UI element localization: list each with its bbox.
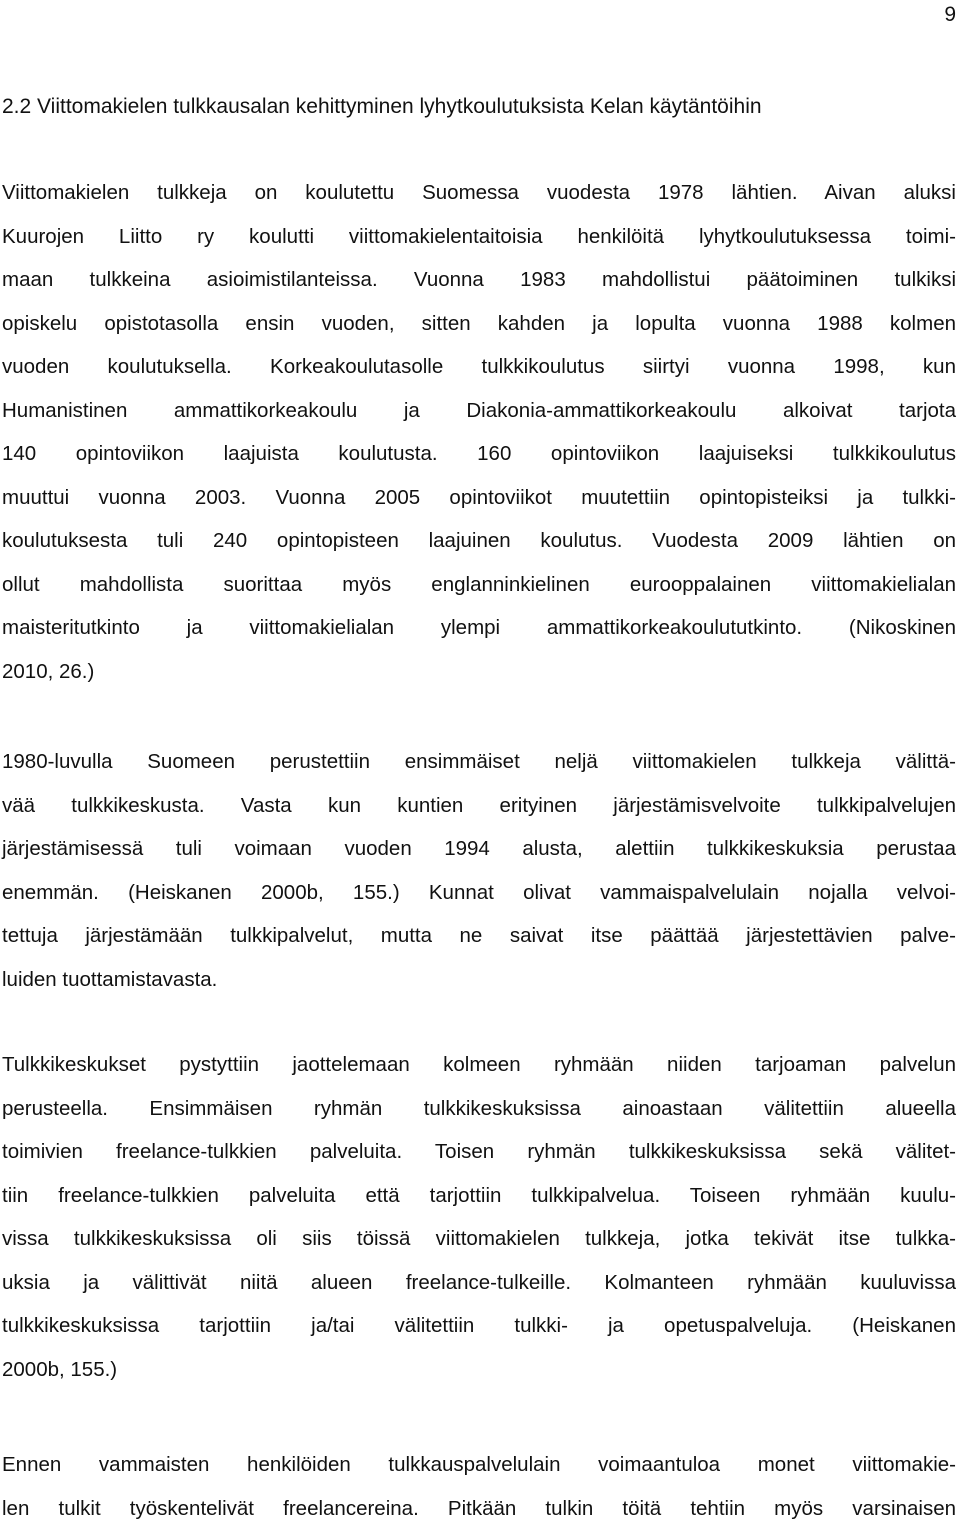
page-number: 9 [944, 3, 956, 26]
text-line: muuttui vuonna 2003. Vuonna 2005 opintoviikot muutettiin opintopisteiksi ja tulkki- [2, 485, 956, 509]
text-line: 2000b, 155.) [2, 1357, 118, 1381]
text-line: opiskelu opistotasolla ensin vuoden, sitten kahden ja lopulta vuonna 1988 kolmen [2, 311, 956, 335]
text-line: len tulkit työskentelivät freelancereina. Pitkään tulkin töitä tehtiin myös varsinaisen [2, 1496, 956, 1520]
text-line: Ennen vammaisten henkilöiden tulkkauspalvelulain voimaantuloa monet viittomakie- [2, 1453, 956, 1476]
text-line: perusteella. Ensimmäisen ryhmän tulkkikeskuksissa ainoastaan välitettiin alueella [2, 1096, 956, 1120]
text-line: 140 opintoviikon laajuista koulutusta. 160 opintoviikon laajuiseksi tulkkikoulutus [2, 442, 956, 465]
text-line: Kuurojen Liitto ry koulutti viittomakielentaitoisia henkilöitä lyhytkoulutuksessa toimi- [2, 224, 956, 248]
text-line: maisteritutkinto ja viittomakielialan ylempi ammattikorkeakoulututkinto. (Nikoskinen [2, 616, 956, 639]
text-line: maan tulkkeina asioimistilanteissa. Vuonna 1983 mahdollistui päätoiminen tulkiksi [2, 268, 956, 291]
text-line: Humanistinen ammattikorkeakoulu ja Diakonia-ammattikorkeakoulu alkoivat tarjota [2, 398, 956, 422]
text-line: tettuja järjestämään tulkkipalvelut, mutta ne saivat itse päättää järjestettävien palve- [2, 924, 956, 947]
text-line: vuoden koulutuksella. Korkeakoulutasolle tulkkikoulutus siirtyi vuonna 1998, kun [2, 355, 956, 378]
text-line: tiin freelance-tulkkien palveluita että tarjottiin tulkkipalvelua. Toiseen ryhmään kuulu- [2, 1183, 956, 1207]
text-line: toimivien freelance-tulkkien palveluita. Toisen ryhmän tulkkikeskuksissa sekä välitet- [2, 1140, 956, 1163]
text-line: 1980-luvulla Suomeen perustettiin ensimmäiset neljä viittomakielen tulkkeja välittä- [2, 750, 956, 773]
text-line: Tulkkikeskukset pystyttiin jaottelemaan kolmeen ryhmään niiden tarjoaman palvelun [2, 1053, 956, 1076]
text-line: Viittomakielen tulkkeja on koulutettu Suomessa vuodesta 1978 lähtien. Aivan aluksi [2, 181, 956, 204]
text-line: vissa tulkkikeskuksissa oli siis töissä viittomakielen tulkkeja, jotka tekivät itse tulkka- [2, 1227, 956, 1250]
text-line: 2010, 26.) [2, 659, 95, 683]
text-line: uksia ja välittivät niitä alueen freelance-tulkeille. Kolmanteen ryhmään kuuluvissa [2, 1270, 956, 1294]
text-line: luiden tuottamistavasta. [2, 967, 218, 991]
text-line: järjestämisessä tuli voimaan vuoden 1994 alusta, alettiin tulkkikeskuksia perustaa [2, 837, 956, 860]
text-line: vää tulkkikeskusta. Vasta kun kuntien erityinen järjestämisvelvoite tulkkipalvelujen [2, 793, 956, 817]
text-line: enemmän. (Heiskanen 2000b, 155.) Kunnat olivat vammaispalvelulain nojalla velvoi- [2, 880, 956, 904]
text-line: tulkkikeskuksissa tarjottiin ja/tai välitettiin tulkki- ja opetuspalveluja. (Heiskanen [2, 1314, 956, 1337]
text-line: koulutuksesta tuli 240 opintopisteen laajuinen koulutus. Vuodesta 2009 lähtien on [2, 529, 956, 552]
text-line: ollut mahdollista suorittaa myös englanninkielinen eurooppalainen viittomakielialan [2, 572, 956, 596]
section-heading: 2.2 Viittomakielen tulkkausalan kehittyminen lyhytkoulutuksista Kelan käytäntöihin [2, 95, 762, 118]
